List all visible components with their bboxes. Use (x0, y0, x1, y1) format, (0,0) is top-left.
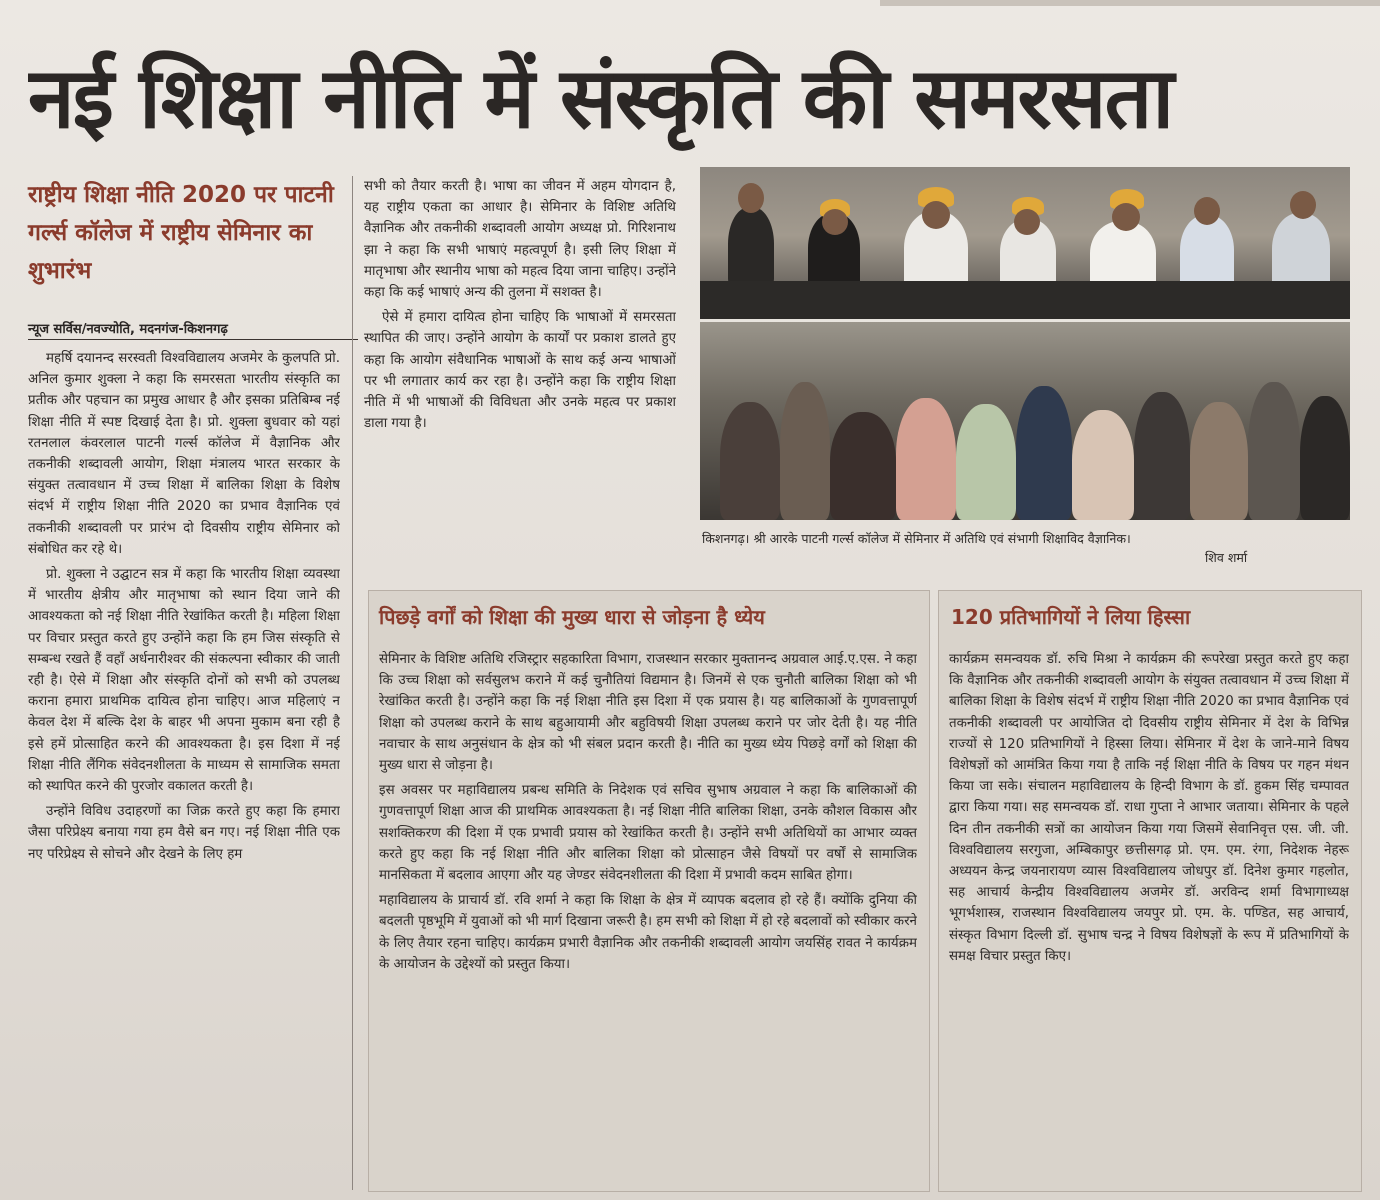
middle-box-paragraph-2: इस अवसर पर महाविद्यालय प्रबन्ध समिति के निदेशक एवं सचिव सुभाष अग्रवाल ने कहा कि बालिकाओं की गुणवत्तापूर्ण शिक्षा आज की प्राथमिक आवश्यकता है। नई शिक्षा नीति बालिका शिक्षा, उनके कौशल विकास और सशक्तिकरण की दिशा में एक प्रभावी प्रयास को रेखांकित करती है। उन्होंने सभी अतिथियों का आभार व्यक्त करते हुए कहा कि नई शिक्षा नीति और बालिका शिक्षा को प्रोत्साहन जैसे विषयों पर वर्षों से सामाजिक मानसिकता में बदलाव आएगा और यह जेण्डर संवेदनशीलता की दिशा में प्रभावी कदम साबित होगा। (379, 783, 917, 884)
article-column-2 (364, 176, 676, 584)
middle-box-heading: पिछड़े वर्गों को शिक्षा की मुख्य धारा से जोड़ना है ध्येय (379, 605, 765, 629)
article-column-1 (28, 348, 340, 1190)
article-box-right (938, 590, 1362, 1192)
col2-paragraph-1: सभी को तैयार करती है। भाषा का जीवन में अहम योगदान है, यह राष्ट्रीय एकता का आधार है। सेमिनार के विशिष्ट अतिथि वैज्ञानिक और तकनीकी शब्दावली आयोग अध्यक्ष प्रो. गिरिशनाथ झा ने कहा कि सभी भाषाएं महत्वपूर्ण है। इसी लिए शिक्षा में मातृभाषा और स्थानीय भाषा को महत्व दिया जाना चाहिए। उन्होंने कहा कि कई भाषाएं अन्य की तुलना में सशक्त है। (364, 179, 676, 301)
photo-audience (700, 322, 1350, 520)
middle-box-paragraph-3: महाविद्यालय के प्राचार्य डॉ. रवि शर्मा ने कहा कि शिक्षा के क्षेत्र में व्यापक बदलाव हो रहे हैं। क्योंकि दुनिया की बदलती पृष्ठभूमि में युवाओं को भी मार्ग दिखाना जरूरी है। हम सभी को शिक्षा में हो रहे बदलावों को स्वीकार करने के लिए तैयार रहना चाहिए। कार्यक्रम प्रभारी वैज्ञानिक और तकनीकी शब्दावली आयोग जयसिंह रावत ने कार्यक्रम के आयोजन के उद्देश्यों को प्रस्तुत किया। (379, 893, 917, 972)
col1-paragraph-2: प्रो. शुक्ला ने उद्घाटन सत्र में कहा कि भारतीय शिक्षा व्यवस्था में भारतीय क्षेत्रीय और मातृभाषा को स्थान दिया जाने की आवश्यकता को नई शिक्षा नीति रेखांकित करती है। महिला शिक्षा पर विचार प्रस्तुत करते हुए उन्होंने कहा कि हम जिस संस्कृति से सम्बन्ध रखते हैं वहाँ अर्धनारीश्वर की संकल्पना स्वीकार की जाती रही है। ऐसे में शिक्षा और संस्कृति दोनों को सभी को उपलब्ध कराना हमारा प्राथमिक दायित्व होना चाहिए। आज महिलाएं न केवल देश में बल्कि देश के बाहर भी अपना मुकाम बना रही है इसे हमें प्रोत्साहित करने की आवश्यकता है। इस दिशा में नई शिक्षा नीति लैंगिक संवेदनशीलता के माध्यम से सामाजिक समता को स्थापित करने की पुरजोर वकालत करती है। (28, 567, 340, 795)
photo-credit: शिव शर्मा (1205, 550, 1248, 565)
right-box-heading: 120 प्रतिभागियों ने लिया हिस्सा (951, 605, 1191, 629)
right-box-paragraph-1: कार्यक्रम समन्वयक डॉ. रुचि मिश्रा ने कार्यक्रम की रूपरेखा प्रस्तुत करते हुए कहा कि वैज्ञानिक और तकनीकी शब्दावली आयोग के संयुक्त तत्वावधान में उच्च शिक्षा में बालिका शिक्षा के विशेष संदर्भ में राष्ट्रीय शिक्षा नीति 2020 का प्रभाव वैज्ञानिक एवं तकनीकी शब्दावली पर आयोजित दो दिवसीय राष्ट्रीय सेमिनार में देश के विभिन्न राज्यों से 120 प्रतिभागियों ने हिस्सा लिया। सेमिनार में देश के जाने-माने विषय विशेषज्ञों को आमंत्रित किया गया है ताकि नई शिक्षा नीति के विषय पर गहन मंथन किया जा सके। संचालन महाविद्यालय के हिन्दी विभाग के डॉ. हुकम सिंह चम्पावत द्वारा किया गया। सह समन्वयक डॉ. राधा गुप्ता ने आभार जताया। सेमिनार के पहले दिन तीन तकनीकी सत्रों का आयोजन किया गया जिसमें सेवानिवृत्त एस. जी. जी. विश्वविद्यालय सरगुजा, अम्बिकापुर छत्तीसगढ़ प्रो. एम. एम. रंगा, निदेशक नेहरू अध्ययन केन्द्र जयनारायण व्यास विश्वविद्यालय जोधपुर डॉ. दिनेश कुमार गहलोत, सह आचार्य केन्द्रीय विश्वविद्यालय अजमेर डॉ. अरविन्द शर्मा विभागाध्यक्ष भूगर्भशास्त्र, राजस्थान विश्वविद्यालय जयपुर प्रो. एम. के. पण्डित, सह आचार्य, संस्कृत विभाग दिल्ली डॉ. सुभाष चन्द्र ने विषय विशेषज्ञों के रूप में प्रतिभागियों के समक्ष विचार प्रस्तुत किए। (949, 652, 1349, 964)
col1-paragraph-3: उन्होंने विविध उदाहरणों का जिक्र करते हुए कहा कि हमारा जैसा परिप्रेक्ष्य बनाया गया हम वैसे बन गए। नई शिक्षा नीति एक नए परिप्रेक्ष्य से सोचने और देखने के लिए हम (28, 804, 340, 862)
column-divider (352, 176, 353, 1190)
top-border-strip (880, 0, 1380, 6)
headline: नई शिक्षा नीति में संस्कृति की समरसता (28, 49, 1173, 147)
photo-caption: किशनगढ़। श्री आरके पाटनी गर्ल्स कॉलेज में सेमिनार में अतिथि एवं संभागी शिक्षाविद वैज्ञानिक। (702, 531, 1131, 546)
col2-paragraph-2: ऐसे में हमारा दायित्व होना चाहिए कि भाषाओं में समरसता स्थापित की जाए। उन्होंने आयोग के कार्यों पर प्रकाश डालते हुए कहा कि आयोग संवैधानिक भाषाओं के साथ कई अन्य भाषाओं पर भी लगातार कार्य कर रहा है। उन्होंने कहा कि राष्ट्रीय शिक्षा नीति में भी भाषाओं की विविधता और उनके महत्व पर प्रकाश डाला गया है। (364, 310, 676, 432)
middle-box-paragraph-1: सेमिनार के विशिष्ट अतिथि रजिस्ट्रार सहकारिता विभाग, राजस्थान सरकार मुक्तानन्द अग्रवाल आई.ए.एस. ने कहा कि उच्च शिक्षा को सर्वसुलभ कराने में कई चुनौतियां विद्यमान है। जिनमें से एक चुनौती बालिका शिक्षा को भी रेखांकित करती है। उन्होंने कहा कि नई शिक्षा नीति इस दिशा में एक प्रयास है। यह बालिकाओं के गुणवत्तापूर्ण शिक्षा को उपलब्ध कराने के साथ बहुआयामी और बहुविषयी शिक्षा उपलब्ध कराने पर जोर देती है। यह नीति नवाचार के साथ अनुसंधान के क्षेत्र को भी संबल प्रदान करती है। नीति का मुख्य ध्येय पिछड़े वर्गों को शिक्षा की मुख्य धारा से जोड़ना है। (379, 652, 917, 774)
middle-box-text (379, 649, 917, 1184)
col1-paragraph-1: महर्षि दयानन्द सरस्वती विश्वविद्यालय अजमेर के कुलपति प्रो. अनिल कुमार शुक्ला ने कहा कि समरसता भारतीय संस्कृति का प्रतीक और पहचान का प्रमुख आधार है और इसका प्रतिबिम्ब नई शिक्षा नीति में स्पष्ट दिखाई देता है। प्रो. शुक्ला बुधवार को यहां रतनलाल कंवरलाल पाटनी गर्ल्स कॉलेज में वैज्ञानिक और तकनीकी शब्दावली आयोग, शिक्षा मंत्रालय भारत सरकार के संयुक्त तत्वावधान में उच्च शिक्षा में बालिका शिक्षा के विशेष संदर्भ में राष्ट्रीय शिक्षा नीति 2020 का प्रभाव वैज्ञानिक एवं तकनीकी शब्दावली पर प्रारंभ दो दिवसीय राष्ट्रीय सेमिनार को संबोधित कर रहे थे। (28, 351, 340, 557)
article-box-middle (368, 590, 930, 1192)
byline: न्यूज सर्विस/नवज्योति, मदनगंज-किशनगढ़ (28, 319, 358, 340)
subheadline: राष्ट्रीय शिक्षा नीति 2020 पर पाटनी गर्ल्स कॉलेज में राष्ट्रीय सेमिनार का शुभारंभ (28, 182, 334, 284)
right-box-text (949, 649, 1349, 1184)
photo-dais-guests (700, 167, 1350, 319)
